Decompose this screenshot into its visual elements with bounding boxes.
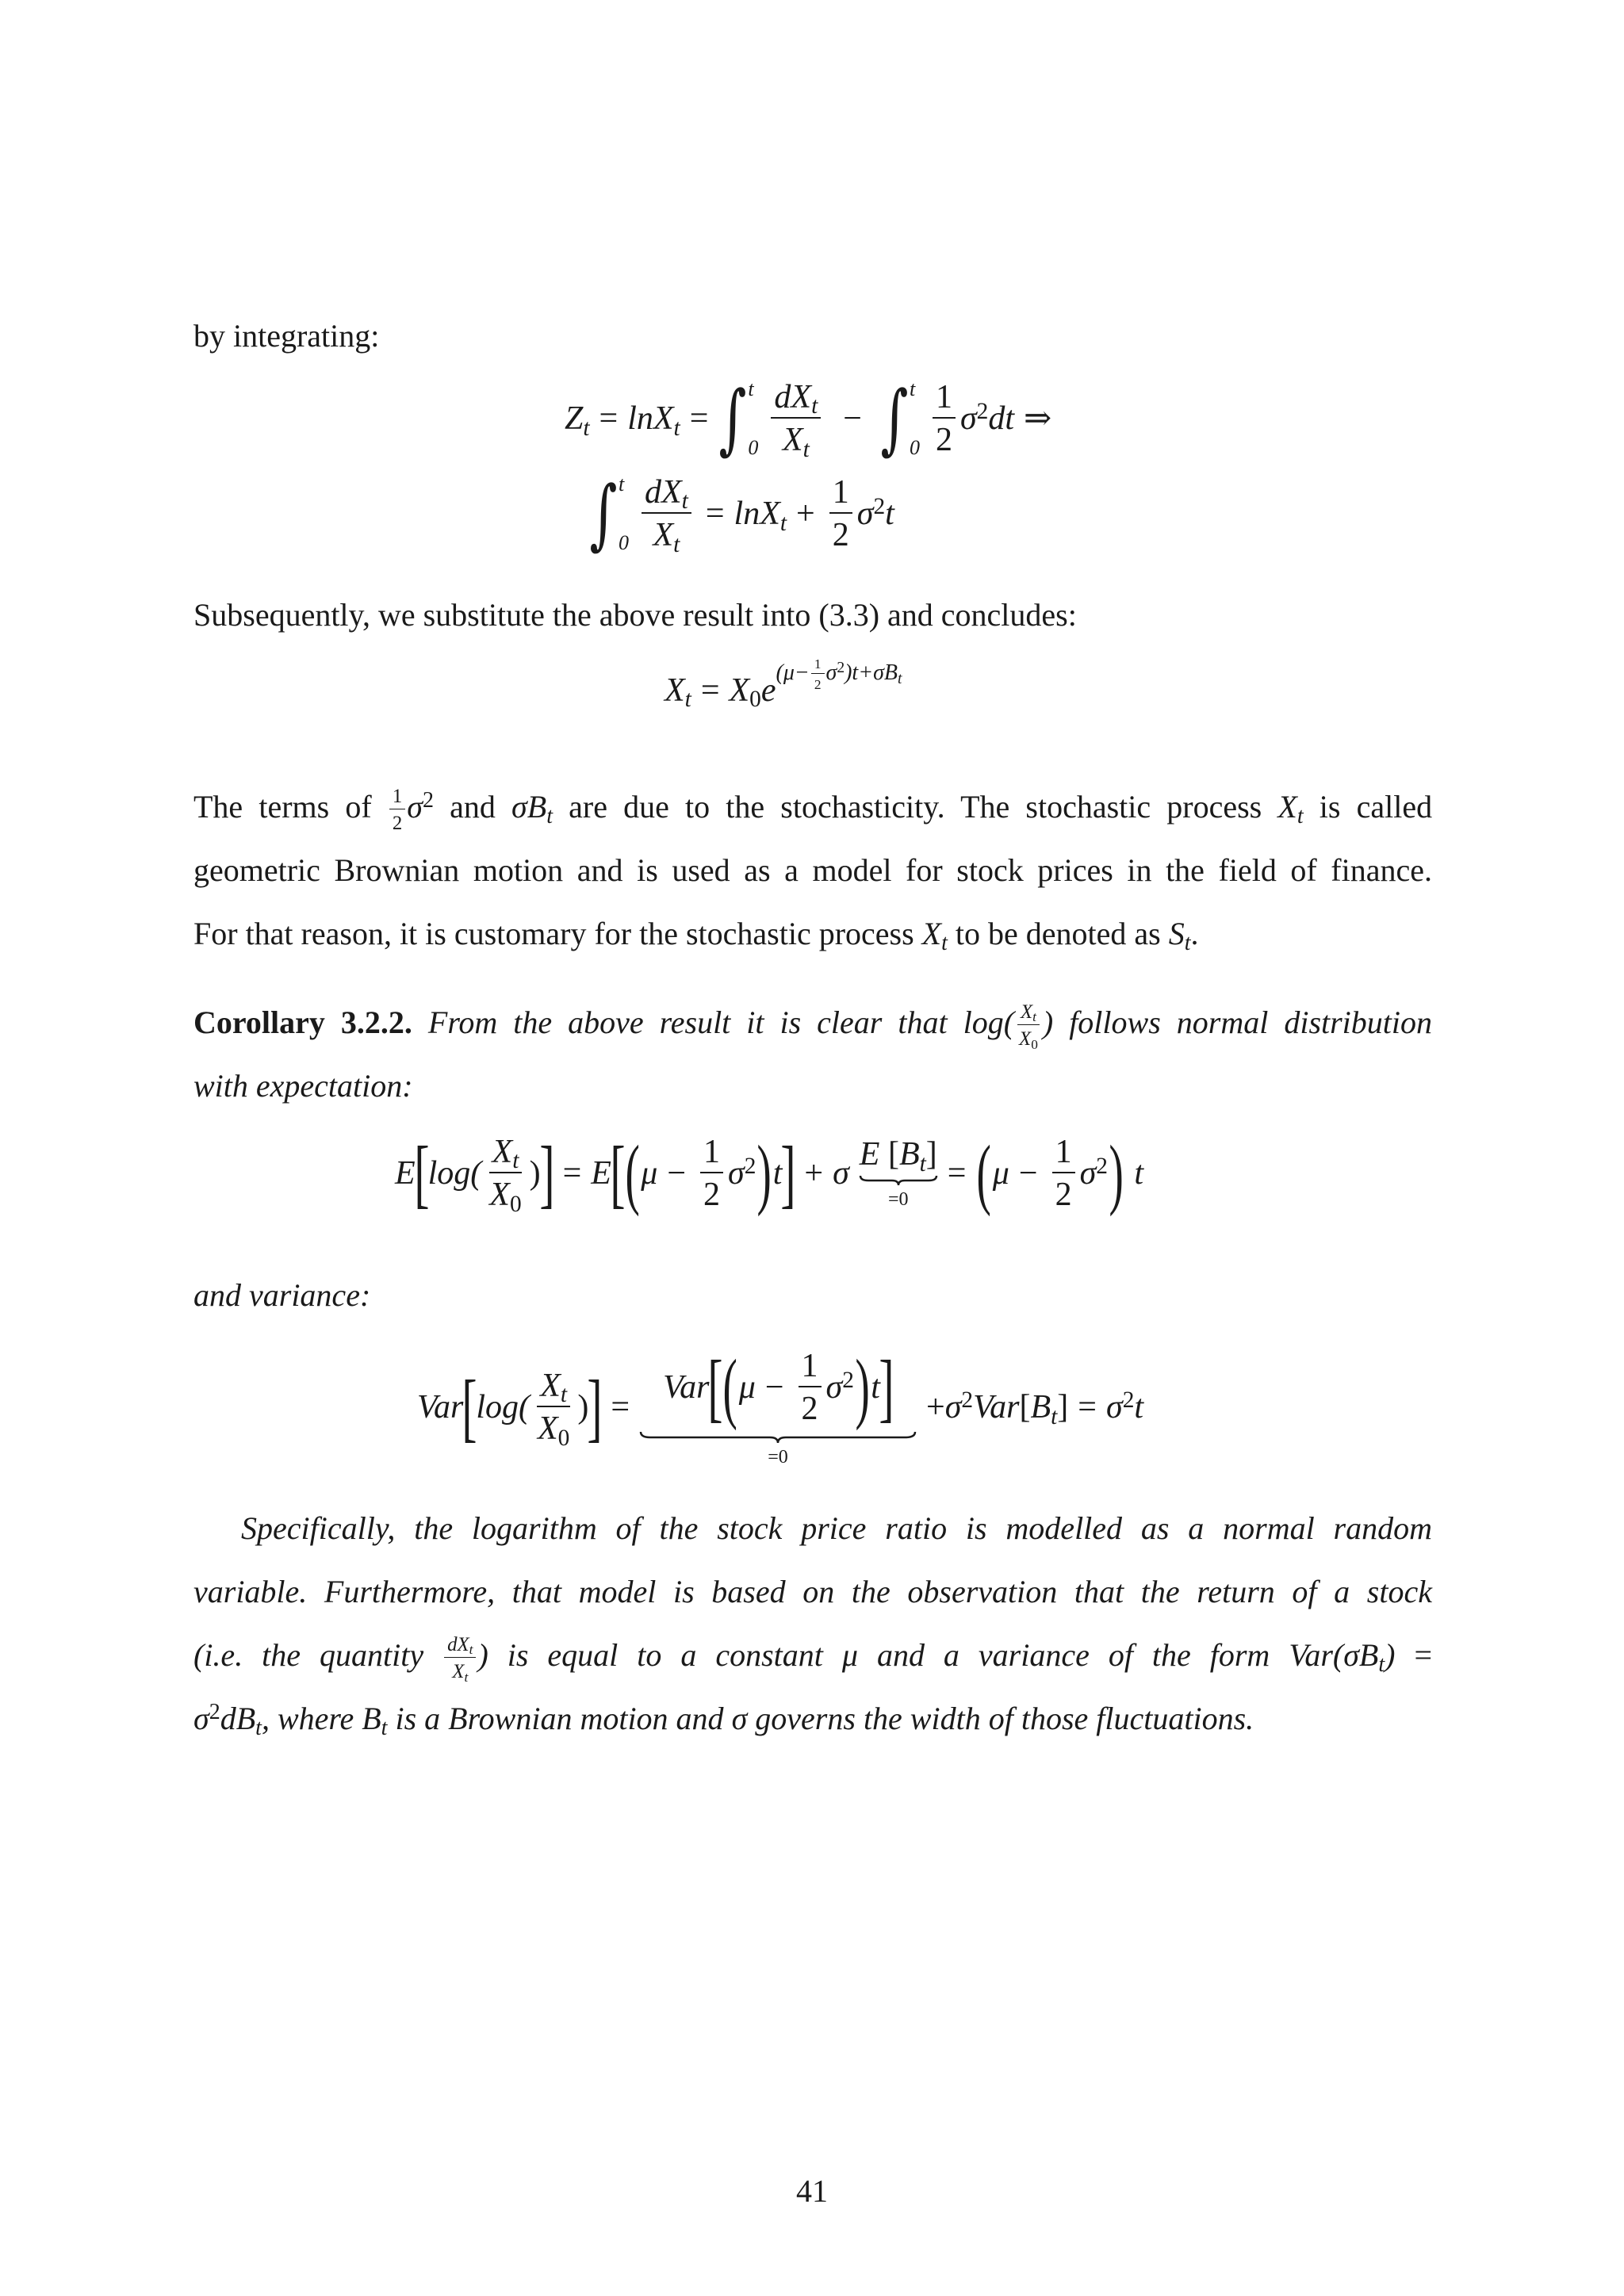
implies-arrow: ⇒ bbox=[1024, 400, 1052, 438]
equation-integral-result: ∫ t 0 $\frac{dX_t}{X_t}$ = lnX$_t$ + $\frac{1}{2}$ $\sigma^2t$ bbox=[589, 469, 894, 559]
stochasticity-line-1: The terms of $\frac{1}{2}$ $\sigma^2$ and $\sigma B_t$ are due to the stochasticity. The stochastic process $X_t$ is called bbox=[193, 786, 1433, 835]
equation-variance: Var [ log( $\frac{X_t}{X_0}$ ) ] = Var [ ( μ − $\frac{1}{2}$ $\sigma^2$ ) t ] =0 + $\sigma^2Var$ [ $B_t$ ] = $\sigma^2t$ bbox=[417, 1343, 1144, 1468]
closing-line-2: variable. Furthermore, that model is based on the observation that the return of a stock bbox=[193, 1574, 1432, 1609]
underbrace-expectation-b: E $[B_t]$ =0 bbox=[859, 1136, 937, 1211]
corollary-line-2: with expectation: bbox=[193, 1068, 413, 1104]
page-number: 41 bbox=[796, 2173, 828, 2209]
stochasticity-line-2: geometric Brownian motion and is used as a model for stock prices in the field of finance. bbox=[193, 852, 1432, 888]
closing-line-1: Specifically, the logarithm of the stock price ratio is modelled as a normal random bbox=[241, 1510, 1432, 1546]
corollary-line-1: Corollary 3.2.2. From the above result it is clear that log( $\frac{X_t}{X_0}$ ) follows normal distribution bbox=[193, 1001, 1433, 1052]
closing-line-4: $\sigma^2dB_t$, where $B_t$ is a Brownian motion and σ governs the width of those fluctuations. bbox=[193, 1700, 1254, 1740]
substitution-text: Subsequently, we substitute the above result into (3.3) and concludes: bbox=[193, 597, 1077, 633]
equation-gbm-solution: $X_t$ = $X_0e$ (μ− $\frac{1}{2}$ $\sigma^2)t+\sigma B_t$ bbox=[665, 656, 902, 712]
intro-text: by integrating: bbox=[193, 318, 380, 354]
stochasticity-line-3: For that reason, it is customary for the stochastic process $X_t$ to be denoted as $S_t$. bbox=[193, 916, 1199, 955]
closing-line-3: (i.e. the quantity $\frac{dX_t}{X_t}$ ) is equal to a constant μ and a variance of the form $Var(\sigma B_t)$ = bbox=[193, 1634, 1433, 1685]
equation-expectation: E [ log( $\frac{X_t}{X_0}$ ) ] = E [ ( μ − $\frac{1}{2}$ $\sigma^2$ ) t ] + σ E $[B_t]$ =0 = ( μ − $\frac{1}{2}$ $\sigma^2$ ) t bbox=[395, 1129, 1143, 1218]
equation-zt: $Z_t$ = lnX$_t$ = ∫ t 0 $\frac{dX_t}{X_t}$ − ∫ t 0 $\frac{1}{2}$ $\sigma^2dt$ ⇒ bbox=[565, 374, 1052, 464]
and-variance-label: and variance: bbox=[193, 1277, 371, 1313]
underbrace-variance-drift: Var [ ( μ − $\frac{1}{2}$ $\sigma^2$ ) t ] =0 bbox=[639, 1348, 917, 1467]
corollary-label: Corollary 3.2.2. bbox=[193, 1004, 412, 1040]
